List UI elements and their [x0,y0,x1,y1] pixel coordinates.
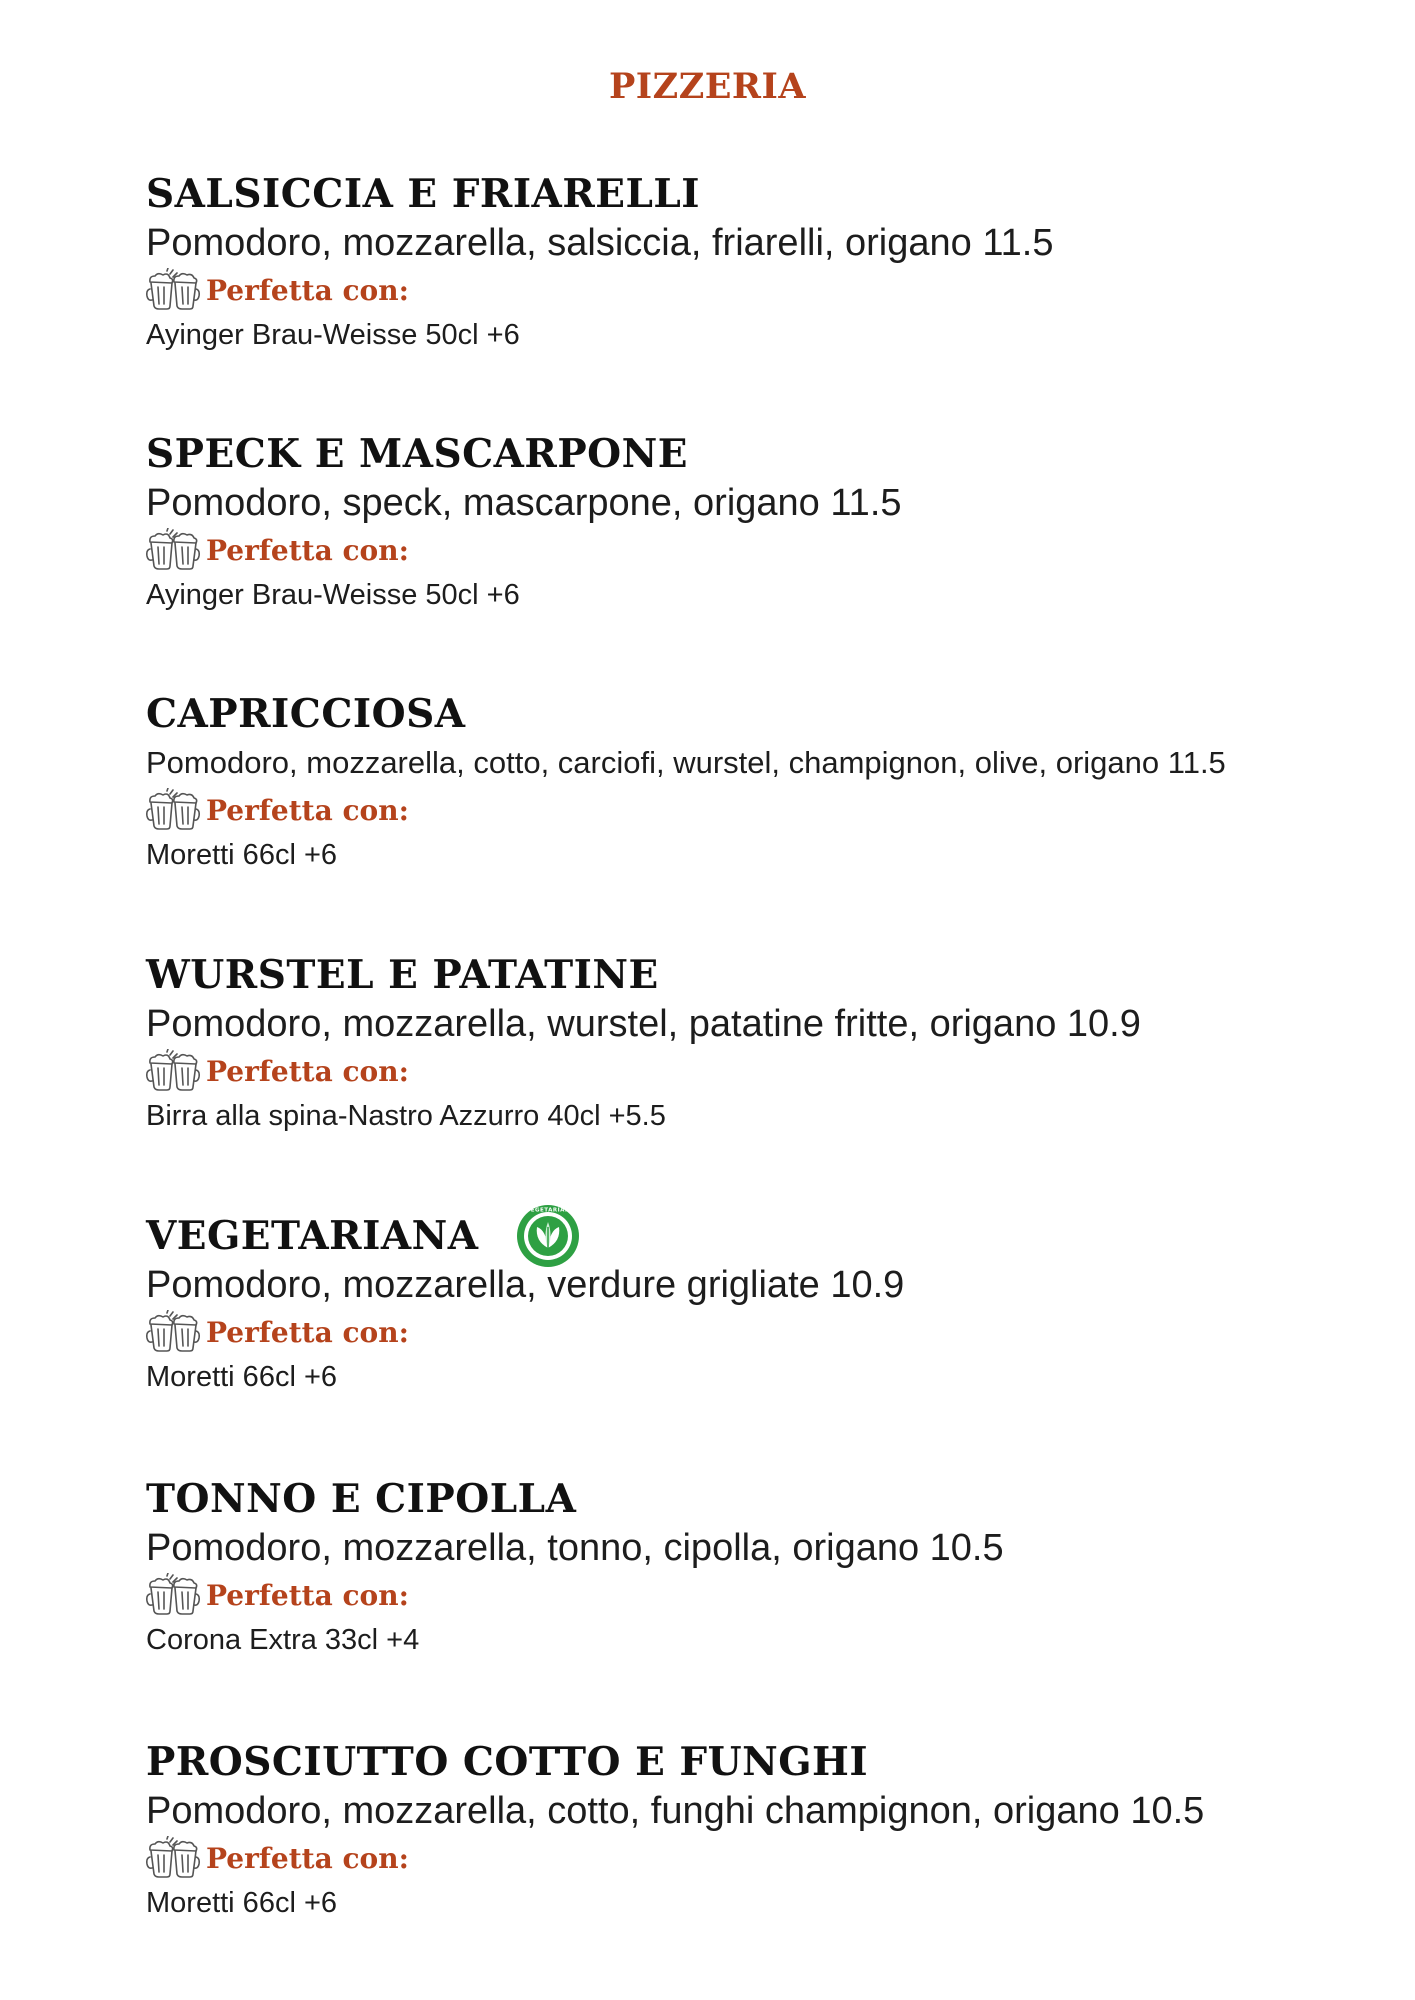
item-description: Pomodoro, mozzarella, wurstel, patatine fritte, origano 10.9 [146,1003,1141,1045]
item-description: Pomodoro, mozzarella, verdure grigliate 10.9 [146,1264,905,1306]
beer-mugs-icon [146,268,200,312]
beer-mugs-icon [146,1573,200,1617]
pairing-row [146,528,1376,572]
pairing-row [146,1573,1376,1617]
pairing-beer: Moretti 66cl +6 [146,839,338,871]
pairing-beer: Ayinger Brau-Weisse 50cl +6 [146,319,520,351]
menu-item [146,430,1376,618]
pairing-row [146,1836,1376,1880]
menu-item [146,170,1376,358]
pairing-beer: Moretti 66cl +6 [146,1361,338,1393]
pairing-beer: Corona Extra 33cl +4 [146,1624,420,1656]
pairing-label: Perfetta con: [206,1841,409,1875]
item-description: Pomodoro, mozzarella, tonno, cipolla, origano 10.5 [146,1527,1004,1569]
pairing-beer: Moretti 66cl +6 [146,1887,338,1919]
pairing-label: Perfetta con: [206,273,409,307]
beer-mugs-icon [146,528,200,572]
pairing-row [146,1049,1376,1093]
beer-mugs-icon [146,1310,200,1354]
pairing-row [146,1310,1376,1354]
pairing-row [146,268,1376,312]
menu-item [146,1738,1376,1926]
pairing-label: Perfetta con: [206,1578,409,1612]
pairing-row [146,788,1376,832]
pairing-beer: Ayinger Brau-Weisse 50cl +6 [146,579,520,611]
item-description: Pomodoro, mozzarella, cotto, funghi champignon, origano 10.5 [146,1790,1205,1832]
beer-mugs-icon [146,1836,200,1880]
pairing-label: Perfetta con: [206,793,409,827]
pairing-label: Perfetta con: [206,1054,409,1088]
item-name: CAPRICCIOSA [146,691,466,737]
pairing-beer: Birra alla spina-Nastro Azzurro 40cl +5.5 [146,1100,666,1132]
item-name-text: VEGETARIANA [146,1213,479,1259]
pairing-label: Perfetta con: [206,533,409,567]
item-name: SALSICCIA E FRIARELLI [146,171,701,217]
item-description: Pomodoro, speck, mascarpone, origano 11.5 [146,482,902,524]
menu-item [146,1475,1376,1663]
item-name: WURSTEL E PATATINE [146,952,659,998]
beer-mugs-icon [146,788,200,832]
menu-item [146,1207,1376,1400]
badge-text: VEGETARIAN [525,1207,570,1214]
page-title: PIZZERIA [608,66,807,107]
pairing-label: Perfetta con: [206,1315,409,1349]
item-name [146,1207,1376,1260]
item-name: SPECK E MASCARPONE [146,431,689,477]
beer-mugs-icon [146,1049,200,1093]
menu-item [146,690,1376,878]
item-description: Pomodoro, mozzarella, salsiccia, friarelli, origano 11.5 [146,222,1054,264]
item-description: Pomodoro, mozzarella, cotto, carciofi, wurstel, champignon, olive, origano 11.5 [146,745,1226,780]
item-name: PROSCIUTTO COTTO E FUNGHI [146,1739,869,1785]
item-name: TONNO E CIPOLLA [146,1476,577,1522]
menu-item [146,951,1376,1139]
